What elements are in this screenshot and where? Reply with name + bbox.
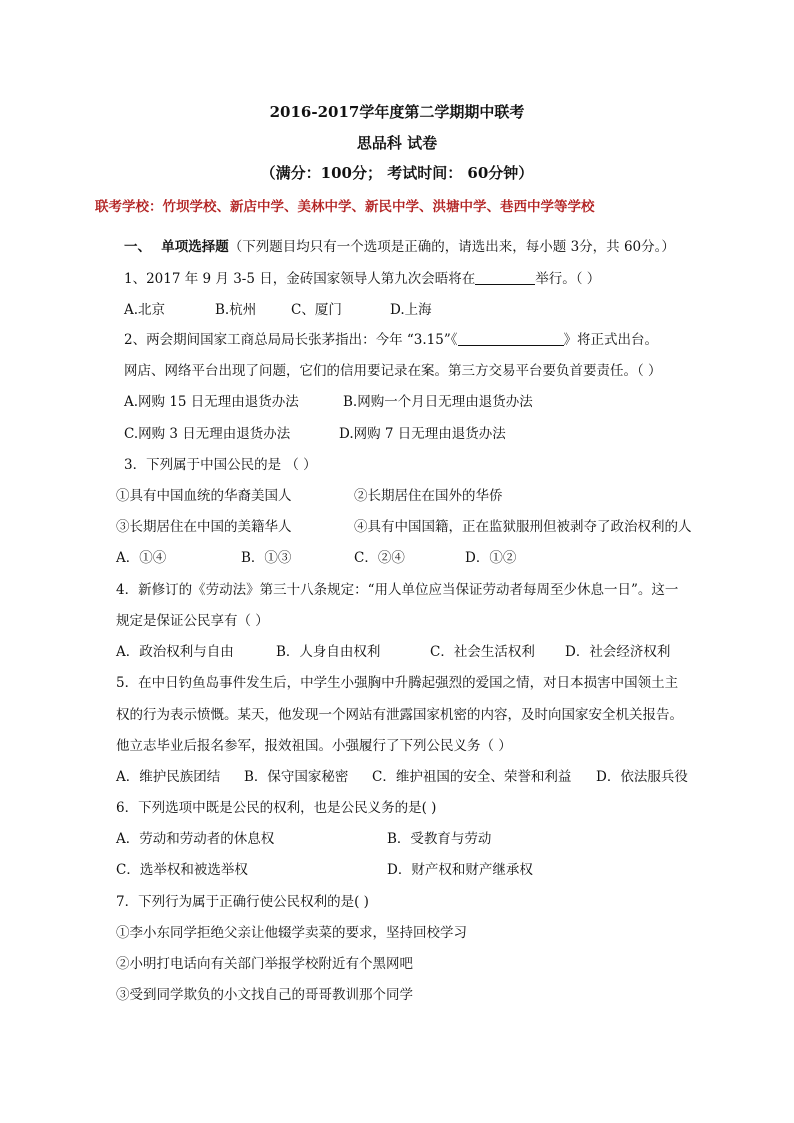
q7-stem: 7．下列行为属于正确行使公民权利的是( ) xyxy=(116,894,369,910)
q2-blank xyxy=(458,331,564,346)
q6-option-a: A．劳动和劳动者的休息权 xyxy=(116,831,275,847)
q4-option-a: A．政治权利与自由 xyxy=(116,644,234,660)
q6-option-c: C．选举权和被选举权 xyxy=(116,862,248,878)
section-heading xyxy=(124,238,675,256)
q2-stem-line2: 网店、网络平台出现了问题，它们的信用要记录在案。第三方交易平台要负首要责任。（ ） xyxy=(124,363,662,379)
q3-option-d: D．①② xyxy=(465,550,517,566)
q1-stem-post: 举行。（ ） xyxy=(535,271,601,287)
q5-option-a: A．维护民族团结 xyxy=(116,769,221,785)
q6-option-d: D．财产权和财产继承权 xyxy=(387,862,533,878)
q5-option-d: D．依法服兵役 xyxy=(596,769,688,785)
q4-stem-line2: 规定是保证公民享有（ ） xyxy=(116,613,269,629)
exam-info: （满分：100分； 考试时间： 60分钟） xyxy=(260,164,534,182)
exam-title: 2016-2017学年度第二学期期中联考 xyxy=(269,103,525,121)
q2-option-d: D.网购 7 日无理由退货办法 xyxy=(339,426,506,442)
q2-stem-post: 》将正式出台。 xyxy=(563,332,658,348)
q3-item-1: ①具有中国血统的华裔美国人 xyxy=(116,488,292,504)
q2-option-b: B.网购一个月日无理由退货办法 xyxy=(343,394,533,410)
q3-item-4: ④具有中国国籍，正在监狱服刑但被剥夺了政治权利的人 xyxy=(354,519,692,535)
q2-option-c: C.网购 3 日无理由退货办法 xyxy=(124,426,291,442)
q1-stem xyxy=(124,270,600,288)
q4-option-b: B．人身自由权利 xyxy=(276,644,381,660)
section-label: 单项选择题 xyxy=(161,239,229,255)
q7-item-1: ①李小东同学拒绝父亲让他辍学卖菜的要求，坚持回校学习 xyxy=(116,925,467,941)
q3-item-2: ②长期居住在国外的华侨 xyxy=(354,488,503,504)
q7-item-3: ③受到同学欺负的小文找自己的哥哥教训那个同学 xyxy=(116,987,413,1003)
section-instructions: （下列题目均只有一个选项是正确的，请选出来，每小题 3分，共 60分。） xyxy=(228,239,675,255)
q6-stem: 6．下列选项中既是公民的权利，也是公民义务的是( ) xyxy=(116,800,437,816)
q4-option-c: C．社会生活权利 xyxy=(430,644,535,660)
q3-option-a: A．①④ xyxy=(116,550,167,566)
q7-item-2: ②小明打电话向有关部门举报学校附近有个黑网吧 xyxy=(116,956,413,972)
q1-option-c: C、厦门 xyxy=(291,302,342,318)
q5-option-c: C．维护祖国的安全、荣誉和利益 xyxy=(372,769,572,785)
q5-stem-line1: 5．在中日钓鱼岛事件发生后，中学生小强胸中升腾起强烈的爱国之情，对日本损害中国领土主 xyxy=(116,675,679,691)
q1-option-a: A.北京 xyxy=(124,302,166,318)
q3-item-3: ③长期居住在中国的美籍华人 xyxy=(116,519,292,535)
q3-stem: 3．下列属于中国公民的是 （ ） xyxy=(124,457,317,473)
q2-option-a: A.网购 15 日无理由退货办法 xyxy=(124,394,299,410)
section-number: 一、 xyxy=(124,239,151,255)
q5-stem-line2: 权的行为表示愤慨。某天，他发现一个网站有泄露国家机密的内容，及时向国家安全机关报告。 xyxy=(116,707,683,723)
q6-option-b: B．受教育与劳动 xyxy=(387,831,492,847)
q3-option-b: B．①③ xyxy=(241,550,292,566)
q4-stem-line1: 4．新修订的《劳动法》第三十八条规定：“用人单位应当保证劳动者每周至少休息一日”。这一 xyxy=(116,582,679,598)
q1-option-d: D.上海 xyxy=(390,302,432,318)
q4-option-d: D．社会经济权利 xyxy=(565,644,671,660)
exam-subject: 思品科 试卷 xyxy=(356,134,438,152)
q1-option-b: B.杭州 xyxy=(215,302,257,318)
q3-option-c: C．②④ xyxy=(354,550,405,566)
q2-stem-line1 xyxy=(124,331,658,349)
q2-stem-pre: 2、两会期间国家工商总局局长张茅指出：今年 “3.15”《 xyxy=(124,332,458,348)
q1-blank xyxy=(475,270,535,285)
q1-stem-pre: 1、2017 年 9 月 3-5 日，金砖国家领导人第九次会晤将在 xyxy=(124,271,476,287)
joint-schools: 联考学校：竹坝学校、新店中学、美林中学、新民中学、洪塘中学、巷西中学等学校 xyxy=(95,199,595,215)
q5-stem-line3: 他立志毕业后报名参军，报效祖国。小强履行了下列公民义务（ ） xyxy=(116,738,512,754)
q5-option-b: B．保守国家秘密 xyxy=(244,769,349,785)
